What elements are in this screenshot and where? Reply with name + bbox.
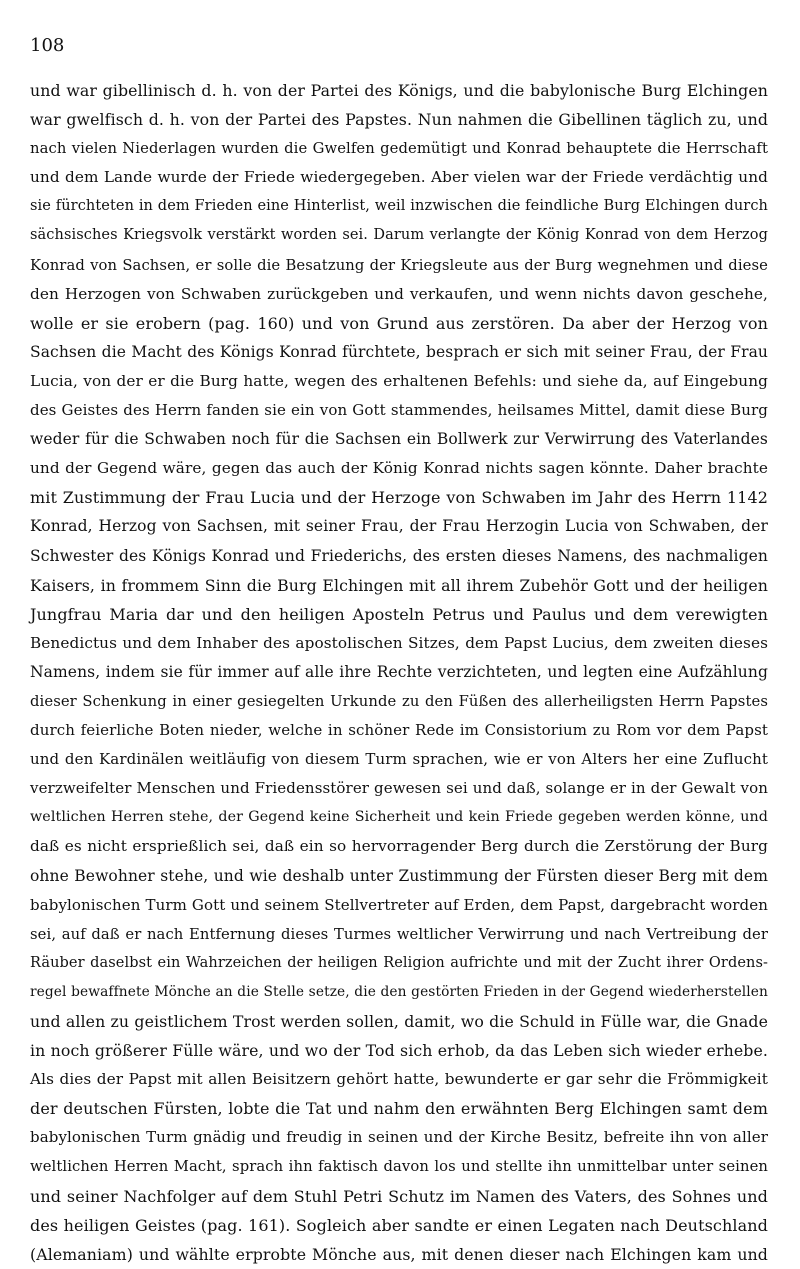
text-line: und den Kardinälen weitläufig von diesem Turm sprachen, wie er von Alters her eine Zuflucht (30, 750, 768, 769)
text-line: und der Gegend wäre, gegen das auch der König Konrad nichts sagen könnte. Daher brachte (30, 459, 768, 478)
text-line: Namens, indem sie für immer auf alle ihre Rechte verzichteten, und legten eine Aufzählung (30, 662, 768, 681)
text-line: sächsisches Kriegsvolk verstärkt worden sei. Darum verlangte der König Konrad von dem Herzog (30, 227, 768, 244)
text-line: Konrad von Sachsen, er solle die Besatzung der Kriegsleute aus der Burg wegnehmen und diese (30, 256, 768, 274)
text-line: durch feierliche Boten nieder, welche in schöner Rede im Consistorium zu Rom vor dem Papst (30, 721, 768, 740)
text-line: Räuber daselbst ein Wahrzeichen der heiligen Religion aufrichte und mit der Zucht ihrer Ordens- (30, 954, 768, 971)
text-line: nach vielen Niederlagen wurden die Gwelfen gedemütigt und Konrad behauptete die Herrschaft (30, 140, 768, 158)
page-number: 108 (30, 35, 65, 56)
text-line: den Herzogen von Schwaben zurückgeben und verkaufen, und wenn nichts davon geschehe, (30, 284, 768, 303)
text-line: sei, auf daß er nach Entfernung dieses Turmes weltlicher Verwirrung und nach Vertreibung der (30, 925, 768, 943)
text-line: Konrad, Herzog von Sachsen, mit seiner Frau, der Frau Herzogin Lucia von Schwaben, der (30, 517, 768, 536)
text-line: ohne Bewohner stehe, und wie deshalb unter Zustimmung der Fürsten dieser Berg mit dem (30, 866, 768, 885)
text-line: (Alemaniam) und wählte erprobte Mönche aus, mit denen dieser nach Elchingen kam und (30, 1244, 768, 1264)
text-line: dieser Schenkung in einer gesiegelten Urkunde zu den Füßen des allerheiligsten Herrn Papstes (30, 692, 768, 710)
text-line: weder für die Schwaben noch für die Sachsen ein Bollwerk zur Verwirrung des Vaterlandes (30, 430, 768, 449)
text-line: des heiligen Geistes (pag. 161). Sogleich aber sandte er einen Legaten nach Deutschland (30, 1215, 768, 1235)
text-line: Kaisers, in frommem Sinn die Burg Elchingen mit all ihrem Zubehör Gott und der heiligen (30, 575, 768, 595)
text-line: babylonischen Turm Gott und seinem Stellvertreter auf Erden, dem Papst, dargebracht worden (30, 895, 768, 914)
text-line: sie fürchteten in dem Frieden eine Hinterlist, weil inzwischen die feindliche Burg Elchingen durch (30, 198, 768, 215)
text-line: und allen zu geistlichem Trost werden sollen, damit, wo die Schuld in Fülle war, die Gnade (30, 1012, 768, 1031)
text-line: Sachsen die Macht des Königs Konrad fürchtete, besprach er sich mit seiner Frau, der Frau (30, 342, 768, 361)
text-line: in noch größerer Fülle wäre, und wo der Tod sich erhob, da das Leben sich wieder erhebe. (30, 1041, 768, 1061)
text-line: weltlichen Herren stehe, der Gegend keine Sicherheit und kein Friede gegeben werden könne, und (30, 809, 768, 826)
text-line: babylonischen Turm gnädig und freudig in seinen und der Kirche Besitz, befreite ihn von aller (30, 1128, 768, 1147)
text-line: und war gibellinisch d. h. von der Partei des Königs, und die babylonische Burg Elchingen (30, 81, 768, 100)
text-line: war gwelfisch d. h. von der Partei des Papstes. Nun nahmen die Gibellinen täglich zu, und (30, 110, 768, 130)
text-line: des Geistes des Herrn fanden sie ein von Gott stammendes, heilsames Mittel, damit diese Burg (30, 401, 768, 420)
text-line: Benedictus und dem Inhaber des apostolischen Sitzes, dem Papst Lucius, dem zweiten dieses (30, 633, 768, 652)
text-line: und seiner Nachfolger auf dem Stuhl Petri Schutz im Namen des Vaters, des Sohnes und (30, 1186, 768, 1206)
text-line: mit Zustimmung der Frau Lucia und der Herzoge von Schwaben im Jahr des Herrn 1142 (30, 488, 768, 508)
text-line: regel bewaffnete Mönche an die Stelle setze, die den gestörten Frieden in der Gegend wiederherstellen (30, 983, 768, 1000)
text-line: Schwester des Königs Konrad und Friederichs, des ersten dieses Namens, des nachmaligen (30, 546, 768, 565)
text-line: wolle er sie erobern (pag. 160) und von Grund aus zerstören. Da aber der Herzog von (30, 313, 768, 333)
text-line: weltlichen Herren Macht, sprach ihn faktisch davon los und stellte ihn unmittelbar unter seinen (30, 1158, 768, 1176)
text-line: Jungfrau Maria dar und den heiligen Aposteln Petrus und Paulus und dem verewigten (30, 604, 768, 624)
body-text (30, 76, 768, 1269)
text-line: und dem Lande wurde der Friede wiedergegeben. Aber vielen war der Friede verdächtig und (30, 168, 768, 187)
text-line: Lucia, von der er die Burg hatte, wegen des erhaltenen Befehls: und siehe da, auf Eingebung (30, 371, 768, 390)
text-line: Als dies der Papst mit allen Beisitzern gehört hatte, bewunderte er gar sehr die Frömmigkeit (30, 1070, 768, 1089)
text-line: verzweifelter Menschen und Friedensstörer gewesen sei und daß, solange er in der Gewalt von (30, 779, 768, 798)
text-line: der deutschen Fürsten, lobte die Tat und nahm den erwähnten Berg Elchingen samt dem (30, 1099, 768, 1119)
text-line: daß es nicht ersprießlich sei, daß ein so hervorragender Berg durch die Zerstörung der Burg (30, 837, 768, 856)
